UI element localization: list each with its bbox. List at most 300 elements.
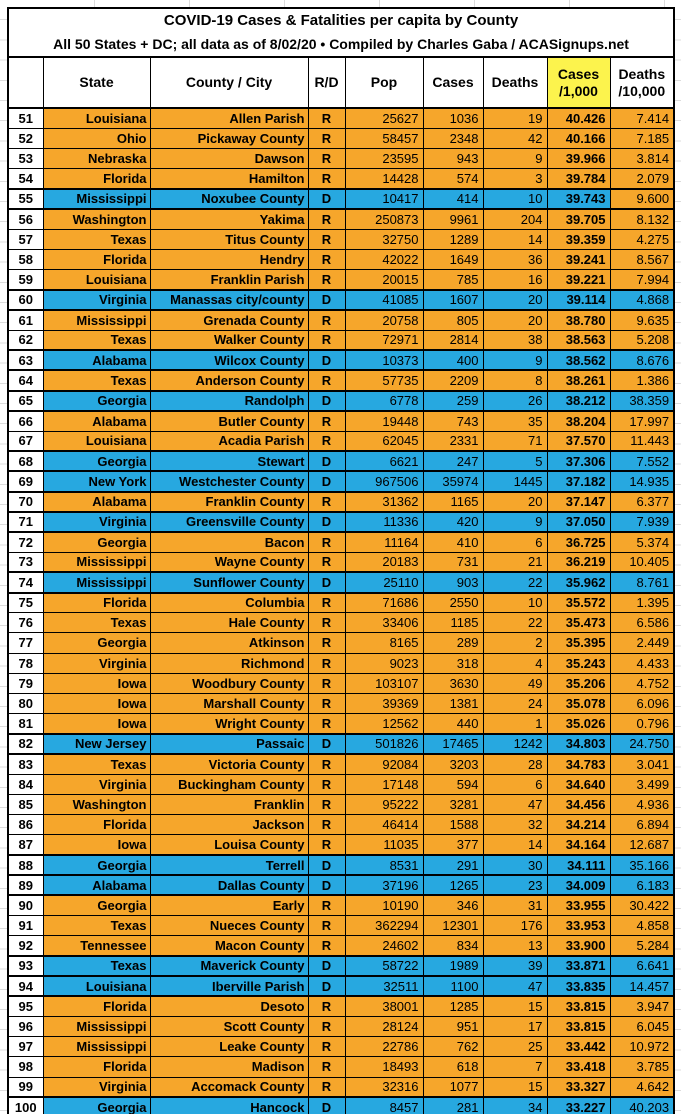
cell-pop: 28124 [345,1016,423,1036]
cell-state: Texas [43,370,150,390]
cell-state: Virginia [43,512,150,532]
cell-cases: 2550 [423,593,483,613]
cell-deaths-per-10000: 4.936 [610,794,674,814]
cell-county: Hancock [150,1097,308,1114]
cell-party: R [308,996,345,1016]
cell-pop: 72971 [345,330,423,350]
cell-cases: 1265 [423,875,483,895]
cell-cases: 1285 [423,996,483,1016]
table-row [8,815,674,835]
cell-party: R [308,370,345,390]
cell-cases-per-1000: 34.009 [547,875,610,895]
table-row [8,572,674,592]
cell-party: R [308,653,345,673]
table-row [8,148,674,168]
cell-deaths: 47 [483,794,547,814]
cell-party: D [308,471,345,491]
cell-county: Franklin County [150,492,308,512]
cell-deaths: 10 [483,593,547,613]
cell-deaths-per-10000: 10.972 [610,1037,674,1057]
cell-cases: 414 [423,189,483,209]
cell-county: Richmond [150,653,308,673]
header-pop: Pop [345,57,423,108]
table-row [8,108,674,128]
cell-cases-per-1000: 33.815 [547,1016,610,1036]
cell-cases-per-1000: 38.261 [547,370,610,390]
cell-party: R [308,1037,345,1057]
cell-cases: 762 [423,1037,483,1057]
cell-deaths: 22 [483,613,547,633]
cell-deaths-per-10000: 1.386 [610,370,674,390]
cell-party: R [308,552,345,572]
cell-pop: 92084 [345,754,423,774]
table-row [8,512,674,532]
cell-county: Manassas city/county [150,290,308,310]
cell-deaths-per-10000: 6.586 [610,613,674,633]
cell-pop: 58722 [345,956,423,976]
cell-party: R [308,754,345,774]
cell-cases-per-1000: 36.219 [547,552,610,572]
cell-party: D [308,451,345,471]
cell-deaths: 22 [483,572,547,592]
cell-pop: 12562 [345,714,423,734]
cell-deaths: 71 [483,431,547,451]
cell-rank: 100 [8,1097,43,1114]
cell-state: Washington [43,794,150,814]
cell-party: R [308,794,345,814]
cell-pop: 32750 [345,229,423,249]
cell-rank: 57 [8,229,43,249]
cell-county: Franklin Parish [150,270,308,290]
cell-party: R [308,633,345,653]
cell-party: R [308,593,345,613]
table-row [8,128,674,148]
cell-cases: 574 [423,169,483,189]
cell-cases-per-1000: 33.815 [547,996,610,1016]
cell-deaths-per-10000: 0.796 [610,714,674,734]
cell-pop: 14428 [345,169,423,189]
cell-rank: 61 [8,310,43,330]
cell-rank: 91 [8,916,43,936]
cell-deaths: 38 [483,330,547,350]
cell-pop: 58457 [345,128,423,148]
cell-state: Texas [43,330,150,350]
table-row [8,835,674,855]
cell-party: R [308,1057,345,1077]
table-row [8,310,674,330]
cell-deaths-per-10000: 6.183 [610,875,674,895]
cell-cases-per-1000: 35.473 [547,613,610,633]
cell-deaths-per-10000: 3.499 [610,774,674,794]
cell-state: Ohio [43,128,150,148]
cell-cases: 1607 [423,290,483,310]
cell-party: R [308,1016,345,1036]
cell-cases-per-1000: 37.050 [547,512,610,532]
cell-deaths: 15 [483,996,547,1016]
cell-pop: 20758 [345,310,423,330]
table-header-row [8,57,674,108]
cell-deaths: 7 [483,1057,547,1077]
cell-deaths: 4 [483,653,547,673]
cell-deaths-per-10000: 8.132 [610,209,674,229]
cell-state: Louisiana [43,270,150,290]
cell-cases-per-1000: 37.570 [547,431,610,451]
cell-deaths-per-10000: 11.443 [610,431,674,451]
cell-party: R [308,411,345,431]
table-row [8,532,674,552]
title-row [8,8,674,31]
cell-deaths-per-10000: 5.374 [610,532,674,552]
cell-cases: 291 [423,855,483,875]
cell-party: D [308,956,345,976]
cell-rank: 56 [8,209,43,229]
cell-county: Early [150,895,308,915]
table-row [8,593,674,613]
cell-deaths-per-10000: 38.359 [610,391,674,411]
cell-cases: 400 [423,350,483,370]
cell-deaths-per-10000: 4.752 [610,673,674,693]
cell-cases: 1100 [423,976,483,996]
table-row [8,1057,674,1077]
cell-cases: 35974 [423,471,483,491]
cell-county: Scott County [150,1016,308,1036]
cell-state: Virginia [43,290,150,310]
cell-pop: 10190 [345,895,423,915]
cell-county: Grenada County [150,310,308,330]
cell-county: Leake County [150,1037,308,1057]
cell-county: Bacon [150,532,308,552]
table-row [8,956,674,976]
cell-state: Texas [43,229,150,249]
cell-cases-per-1000: 39.114 [547,290,610,310]
cell-cases: 1989 [423,956,483,976]
cell-pop: 33406 [345,613,423,633]
cell-party: R [308,693,345,713]
cell-pop: 20015 [345,270,423,290]
table-row [8,350,674,370]
cell-deaths: 14 [483,835,547,855]
cell-rank: 97 [8,1037,43,1057]
cell-pop: 57735 [345,370,423,390]
cell-rank: 52 [8,128,43,148]
cell-party: R [308,492,345,512]
cell-county: Allen Parish [150,108,308,128]
cell-pop: 9023 [345,653,423,673]
cell-cases: 805 [423,310,483,330]
cell-rank: 76 [8,613,43,633]
table-row [8,794,674,814]
cell-state: New York [43,471,150,491]
cell-party: R [308,431,345,451]
cell-state: Mississippi [43,572,150,592]
table-body [8,108,674,1114]
cell-pop: 362294 [345,916,423,936]
cell-rank: 94 [8,976,43,996]
cell-party: D [308,734,345,754]
cell-party: R [308,169,345,189]
table-row [8,754,674,774]
cell-county: Marshall County [150,693,308,713]
cell-county: Louisa County [150,835,308,855]
cell-deaths-per-10000: 6.894 [610,815,674,835]
header-cases-per-1000: Cases /1,000 [547,57,610,108]
cell-county: Titus County [150,229,308,249]
cell-deaths-per-10000: 8.567 [610,249,674,269]
cell-county: Noxubee County [150,189,308,209]
cell-rank: 63 [8,350,43,370]
cell-pop: 6621 [345,451,423,471]
cell-deaths-per-10000: 9.600 [610,189,674,209]
cell-deaths-per-10000: 6.641 [610,956,674,976]
cell-rank: 68 [8,451,43,471]
cell-county: Wilcox County [150,350,308,370]
cell-cases: 2209 [423,370,483,390]
cell-cases: 9961 [423,209,483,229]
cell-deaths: 16 [483,270,547,290]
cell-pop: 42022 [345,249,423,269]
cell-pop: 22786 [345,1037,423,1057]
table-row [8,734,674,754]
cell-cases: 618 [423,1057,483,1077]
cell-deaths-per-10000: 2.449 [610,633,674,653]
cell-party: R [308,209,345,229]
cell-cases: 1381 [423,693,483,713]
cell-deaths-per-10000: 3.947 [610,996,674,1016]
cell-cases: 12301 [423,916,483,936]
cell-cases-per-1000: 33.418 [547,1057,610,1077]
cell-deaths-per-10000: 8.676 [610,350,674,370]
table-row [8,916,674,936]
cell-pop: 20183 [345,552,423,572]
cell-county: Buckingham County [150,774,308,794]
cell-rank: 98 [8,1057,43,1077]
cell-cases: 1077 [423,1077,483,1097]
cell-state: Georgia [43,451,150,471]
cell-cases: 834 [423,936,483,956]
cell-pop: 25110 [345,572,423,592]
cell-pop: 250873 [345,209,423,229]
cell-rank: 95 [8,996,43,1016]
table-row [8,774,674,794]
cell-rank: 53 [8,148,43,168]
cell-county: Accomack County [150,1077,308,1097]
cell-cases: 2331 [423,431,483,451]
cell-pop: 8457 [345,1097,423,1114]
cell-deaths-per-10000: 24.750 [610,734,674,754]
cell-pop: 24602 [345,936,423,956]
cell-state: Texas [43,613,150,633]
cell-rank: 64 [8,370,43,390]
table-row [8,1077,674,1097]
table-row [8,169,674,189]
table-row [8,875,674,895]
cell-deaths-per-10000: 7.994 [610,270,674,290]
cell-county: Stewart [150,451,308,471]
cell-pop: 32511 [345,976,423,996]
cell-deaths-per-10000: 10.405 [610,552,674,572]
cell-cases-per-1000: 37.306 [547,451,610,471]
cell-rank: 60 [8,290,43,310]
header-cases: Cases [423,57,483,108]
cell-county: Nueces County [150,916,308,936]
cell-rank: 85 [8,794,43,814]
cell-party: D [308,976,345,996]
cell-deaths-per-10000: 4.433 [610,653,674,673]
cell-deaths-per-10000: 4.868 [610,290,674,310]
cell-deaths: 32 [483,815,547,835]
cell-party: D [308,572,345,592]
cell-deaths: 9 [483,148,547,168]
cell-rank: 93 [8,956,43,976]
cell-pop: 19448 [345,411,423,431]
cell-cases-per-1000: 37.147 [547,492,610,512]
cell-party: R [308,815,345,835]
cell-cases-per-1000: 34.803 [547,734,610,754]
cell-party: R [308,148,345,168]
cell-deaths: 31 [483,895,547,915]
cell-cases-per-1000: 40.426 [547,108,610,128]
cell-deaths: 3 [483,169,547,189]
cell-cases: 903 [423,572,483,592]
cell-deaths-per-10000: 5.284 [610,936,674,956]
cell-party: R [308,229,345,249]
cell-cases-per-1000: 38.780 [547,310,610,330]
table-row [8,673,674,693]
cell-rank: 92 [8,936,43,956]
table-row [8,471,674,491]
header-rank [8,57,43,108]
cell-party: R [308,895,345,915]
cell-pop: 8165 [345,633,423,653]
table-row [8,411,674,431]
cell-deaths-per-10000: 4.275 [610,229,674,249]
cell-state: Louisiana [43,108,150,128]
cell-cases-per-1000: 35.026 [547,714,610,734]
cell-cases: 594 [423,774,483,794]
cell-deaths-per-10000: 7.185 [610,128,674,148]
table-row [8,714,674,734]
cell-rank: 89 [8,875,43,895]
cell-cases-per-1000: 35.395 [547,633,610,653]
table-row [8,370,674,390]
cell-party: D [308,512,345,532]
cell-rank: 84 [8,774,43,794]
cell-cases-per-1000: 33.442 [547,1037,610,1057]
cell-cases-per-1000: 39.966 [547,148,610,168]
cell-cases-per-1000: 34.783 [547,754,610,774]
page-subtitle: All 50 States + DC; all data as of 8/02/20 • Compiled by Charles Gaba / ACASignups.net [8,31,674,57]
cell-state: Georgia [43,895,150,915]
cell-county: Acadia Parish [150,431,308,451]
cell-county: Pickaway County [150,128,308,148]
cell-rank: 99 [8,1077,43,1097]
cell-state: Louisiana [43,431,150,451]
cell-deaths: 19 [483,108,547,128]
cell-deaths-per-10000: 6.045 [610,1016,674,1036]
cell-rank: 71 [8,512,43,532]
cell-deaths-per-10000: 12.687 [610,835,674,855]
cell-state: Alabama [43,492,150,512]
cell-county: Victoria County [150,754,308,774]
cell-cases-per-1000: 39.241 [547,249,610,269]
cell-cases: 943 [423,148,483,168]
cell-rank: 90 [8,895,43,915]
header-deaths-per-10000: Deaths /10,000 [610,57,674,108]
cell-county: Woodbury County [150,673,308,693]
cell-county: Westchester County [150,471,308,491]
cell-cases-per-1000: 38.562 [547,350,610,370]
cell-cases: 2814 [423,330,483,350]
cell-cases-per-1000: 38.563 [547,330,610,350]
table-row [8,209,674,229]
cell-deaths-per-10000: 3.785 [610,1057,674,1077]
cell-deaths: 21 [483,552,547,572]
cell-pop: 11035 [345,835,423,855]
cell-state: Mississippi [43,189,150,209]
cell-deaths-per-10000: 14.935 [610,471,674,491]
cell-party: D [308,1097,345,1114]
cell-cases: 951 [423,1016,483,1036]
cell-state: Texas [43,956,150,976]
table-row [8,1037,674,1057]
cell-deaths: 35 [483,411,547,431]
cell-cases-per-1000: 33.227 [547,1097,610,1114]
table-row [8,270,674,290]
cell-pop: 31362 [345,492,423,512]
cell-party: R [308,714,345,734]
cell-cases-per-1000: 37.182 [547,471,610,491]
cell-county: Macon County [150,936,308,956]
cell-county: Desoto [150,996,308,1016]
cell-state: Mississippi [43,310,150,330]
cell-deaths: 1242 [483,734,547,754]
cell-party: R [308,774,345,794]
cell-cases: 3281 [423,794,483,814]
cell-rank: 59 [8,270,43,290]
cell-deaths: 39 [483,956,547,976]
cell-county: Atkinson [150,633,308,653]
cell-county: Madison [150,1057,308,1077]
cell-cases-per-1000: 40.166 [547,128,610,148]
cell-deaths: 6 [483,774,547,794]
cell-cases-per-1000: 33.871 [547,956,610,976]
header-party: R/D [308,57,345,108]
cell-rank: 86 [8,815,43,835]
cell-pop: 95222 [345,794,423,814]
cell-rank: 67 [8,431,43,451]
cell-party: D [308,189,345,209]
header-state: State [43,57,150,108]
cell-cases-per-1000: 38.204 [547,411,610,431]
cell-cases: 17465 [423,734,483,754]
cell-deaths-per-10000: 1.395 [610,593,674,613]
cell-cases: 3630 [423,673,483,693]
cell-deaths: 25 [483,1037,547,1057]
cell-cases: 731 [423,552,483,572]
cell-pop: 11336 [345,512,423,532]
table-row [8,431,674,451]
cell-state: Florida [43,1057,150,1077]
cell-pop: 17148 [345,774,423,794]
cell-state: Florida [43,593,150,613]
cell-state: Iowa [43,693,150,713]
cell-state: Tennessee [43,936,150,956]
cell-rank: 70 [8,492,43,512]
cell-rank: 96 [8,1016,43,1036]
table-row [8,451,674,471]
cell-cases: 743 [423,411,483,431]
cell-deaths: 23 [483,875,547,895]
